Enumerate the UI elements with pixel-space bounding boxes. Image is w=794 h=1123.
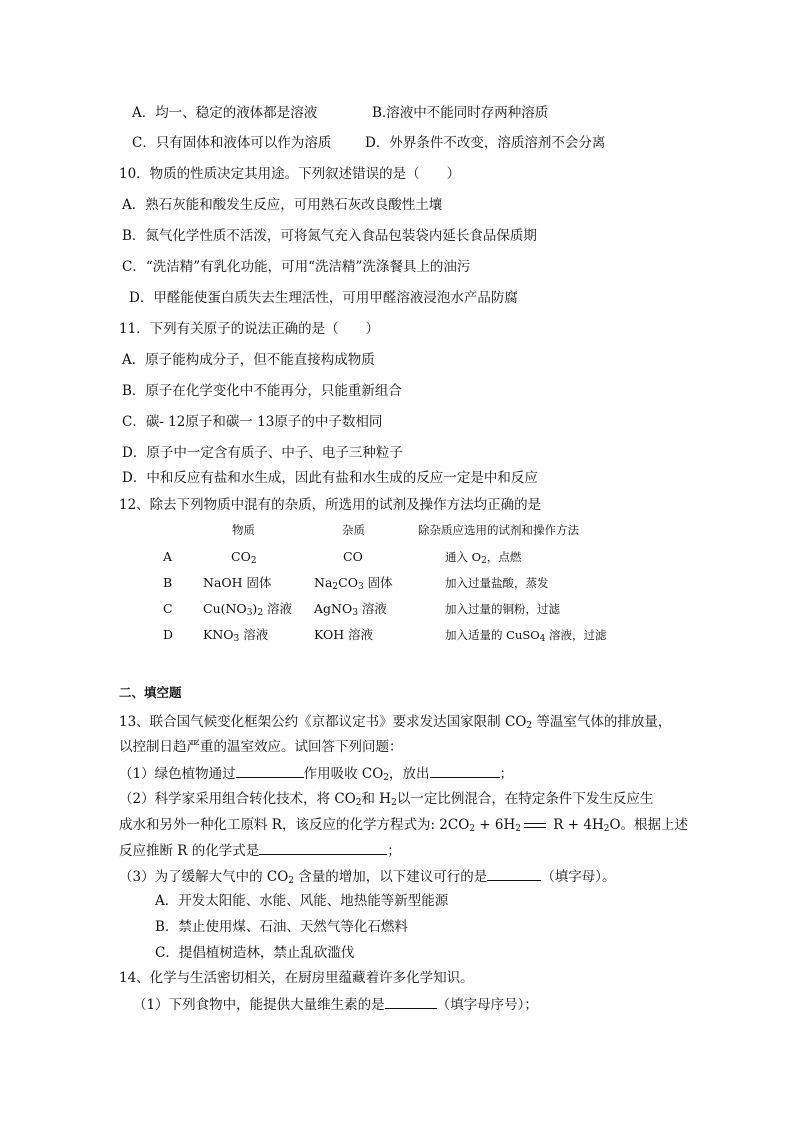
q14-part1: （1）下列食物中，能提供大量维生素的是 （填字母序号）； [133,994,538,1015]
equals-sign [524,823,546,828]
q12-row-impurity: CO [343,549,363,564]
q9-option-d: D．外界条件不改变，溶质溶剂不会分离 [365,135,606,151]
q12-header-method: 除杂质应选用的试剂和操作方法 [418,523,579,537]
q13-part3-option-c: C．提倡植树造林，禁止乱砍滥伐 [155,945,355,961]
q13-stem-line2: 以控制日趋严重的温室效应。试回答下列问题： [119,739,403,755]
q13-part2-line1: （2）科学家采用组合转化技术，将 $CO_2$和 $H_2$以一定比例混合，在特定条件下发生反应生 [119,791,654,808]
q9-option-a: A．均一、稳定的液体都是溶液 [132,105,318,121]
q12-header-impurity: 杂质 [342,523,365,537]
q13-part3-option-a: A．开发太阳能、水能、风能、地热能等新型能源 [155,893,449,909]
q10-option-a: A．熟石灰能和酸发生反应，可用熟石灰改良酸性土壤 [122,197,443,213]
q12-row-method: 加入过量的铜粉，过滤 [445,602,560,616]
q12-stem: 12、除去下列物质中混有的杂质，所选用的试剂及操作方法均正确的是 [119,497,542,513]
q10-option-b: B．氮气化学性质不活泼，可将氮气充入食品包装袋内延长食品保质期 [122,228,537,244]
q12-row-substance: $CO_2$ [231,549,257,566]
answer-blank[interactable] [430,763,500,778]
q12-row-impurity: KOH 溶液 [314,627,374,642]
answer-blank[interactable] [487,866,541,881]
q9-option-c: C．只有固体和液体可以作为溶质 [132,135,332,151]
q12-row-method: 通入 $O_2$，点燃 [445,550,522,566]
q13-part1: （1）绿色植物通过 作用吸收 $CO_2$，放出 ； [119,763,513,784]
q12-row-label: A [163,549,173,564]
section-title: 二、填空题 [119,685,182,700]
q12-row-method: 加入过量盐酸，蒸发 [445,576,549,590]
q13-part2-line2: 成水和另外一种化工原料 R，该反应的化学方程式为: $2CO_2 + 6H_2$ $R + 4H_2O$。根据上述 [119,817,689,834]
q12-row-impurity: $Na_2CO_3$ 固体 [314,575,393,592]
q11-option-b: B．原子在化学变化中不能再分，只能重新组合 [122,383,402,399]
q9-option-b: B.溶液中不能同时存两种溶质 [372,105,549,121]
q12-row-substance: $Cu(NO_3)_2$ 溶液 [203,601,293,618]
q11-option-d-extra: D．中和反应有盐和水生成，因此有盐和水生成的反应一定是中和反应 [122,470,538,486]
answer-blank[interactable] [385,994,437,1009]
q13-part2-line3: 反应推断 R 的化学式是 ； [119,840,401,861]
q14-stem: 14、化学与生活密切相关，在厨房里蕴藏着许多化学知识。 [119,970,474,986]
answer-blank[interactable] [259,840,387,855]
q12-row-label: C [163,601,173,616]
q12-row-substance: NaOH 固体 [203,575,272,590]
q12-header-substance: 物质 [232,523,255,537]
q13-part3-option-b: B．禁止使用煤、石油、天然气等化石燃料 [155,919,408,935]
q10-option-d: D．甲醛能使蛋白质失去生理活性，可用甲醛溶液浸泡水产品防腐 [129,290,518,306]
q13-part3: （3）为了缓解大气中的 $CO_2$ 含量的增加，以下建议可行的是 （填字母）。 [119,866,616,887]
q12-row-label: B [163,575,173,590]
q11-option-d: D．原子中一定含有质子、中子、电子三种粒子 [122,445,403,461]
q11-option-c: C．碳- 12原子和碳一 13原子的中子数相同 [122,414,383,430]
q12-row-impurity: AgNO$_3$ 溶液 [314,601,387,618]
q13-stem-line1: 13、联合国气候变化框架公约《京都议定书》要求发达国家限制 $CO_2$ 等温室气体的排放量， [119,714,672,731]
q11-stem: 11．下列有关原子的说法正确的是（ ） [119,321,380,337]
q10-stem: 10．物质的性质决定其用途。下列叙述错误的是（ ） [119,166,461,182]
q10-option-c: C．“洗洁精”有乳化功能，可用“洗洁精”洗涤餐具上的油污 [122,259,471,275]
answer-blank[interactable] [236,763,304,778]
q12-row-label: D [163,627,174,642]
q12-row-substance: $KNO_3$ 溶液 [203,627,269,644]
q11-option-a: A．原子能构成分子，但不能直接构成物质 [122,352,375,368]
q12-row-method: 加入适量的 CuSO$_4$ 溶液，过滤 [445,628,607,644]
